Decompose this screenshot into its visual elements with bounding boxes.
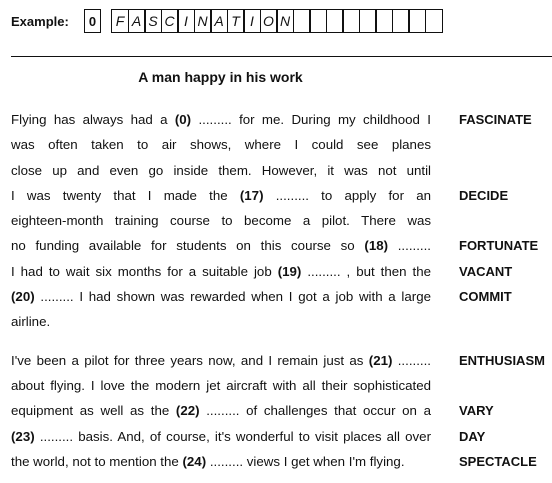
- gap-number: (20): [11, 289, 35, 305]
- passage-text-segment: close up and even go inside them. However, it was not until: [11, 162, 431, 178]
- passage-text-segment: I had to wait six months for a suitable job: [11, 263, 278, 279]
- example-letter-box: N: [194, 9, 212, 33]
- base-word: [459, 208, 552, 233]
- passage-text-segment: the world, not to mention the: [11, 453, 183, 469]
- gap-number: (24): [182, 453, 207, 469]
- passage-line: [11, 158, 431, 183]
- base-word: FASCINATE: [459, 112, 532, 127]
- passage-text-segment: about flying. I love the modern jet aircraft with all their sophisticated: [11, 377, 431, 393]
- passage-line: [11, 449, 431, 474]
- paragraph-gap: [459, 335, 552, 348]
- passage-text-segment: no funding available for students on this course so: [11, 238, 365, 254]
- passage-title: [0, 69, 552, 85]
- passage-line: [11, 208, 431, 233]
- passage-text-segment: was often taken to air shows, where I could see planes: [11, 137, 431, 153]
- gap-number: (17): [239, 187, 264, 203]
- example-letter-box: [375, 9, 393, 33]
- example-number-box: 0: [84, 9, 101, 33]
- example-label: Example:: [11, 13, 69, 29]
- example-letter-box: T: [227, 9, 245, 33]
- example-letter-box: C: [161, 9, 179, 33]
- base-word: [459, 158, 552, 183]
- example-letter-box: O: [260, 9, 278, 33]
- passage-text-segment: eighteen-month training course to become a pilot. There was: [11, 213, 431, 229]
- example-letter-box: I: [243, 9, 261, 33]
- example-letter-box: F: [111, 9, 129, 33]
- gap-number: (19): [277, 263, 302, 279]
- example-row: [11, 7, 443, 35]
- passage-line: [11, 424, 431, 449]
- passage-text-segment: .........: [388, 238, 431, 254]
- base-word: DAY: [459, 428, 486, 444]
- passage-line: [11, 284, 431, 309]
- example-letter-box: A: [210, 9, 228, 33]
- example-letter-boxes: [111, 9, 443, 33]
- passage-text-segment: Flying has always had a: [11, 112, 175, 127]
- passage-text-segment: ......... to apply for an: [263, 187, 431, 203]
- passage-line: [11, 183, 431, 208]
- passage-text-segment: I've been a pilot for three years now, and I remain just as: [11, 352, 369, 368]
- base-word: FORTUNATE: [459, 238, 539, 254]
- passage-text-segment: ......... basis. And, of course, it's wonderful to visit places all over: [34, 428, 431, 444]
- base-word: DECIDE: [459, 187, 509, 203]
- passage-line: [11, 373, 431, 398]
- example-letter-box: I: [177, 9, 195, 33]
- passage-text-segment: ......... of challenges that occur on a: [199, 403, 432, 419]
- gap-number: (23): [11, 428, 35, 444]
- passage-text-segment: .........: [392, 352, 431, 368]
- passage-line: [11, 107, 431, 132]
- base-word: ENTHUSIASM: [459, 352, 545, 368]
- example-letter-box: [359, 9, 377, 33]
- passage-text-segment: ......... , but then the: [301, 263, 431, 279]
- passage-line: [11, 348, 431, 373]
- base-word: VARY: [459, 403, 494, 419]
- passage-line: [11, 398, 431, 423]
- divider-rule: [11, 56, 552, 57]
- base-word: VACANT: [459, 263, 513, 279]
- example-letter-box: [425, 9, 443, 33]
- example-letter-box: N: [276, 9, 294, 33]
- passage-line: [11, 259, 431, 284]
- base-word: [459, 373, 552, 398]
- base-word: [459, 132, 552, 157]
- example-letter-box: [293, 9, 311, 33]
- example-letter-box: [392, 9, 410, 33]
- example-letter-box: [408, 9, 426, 33]
- example-letter-box: [309, 9, 327, 33]
- example-letter-box: S: [144, 9, 162, 33]
- base-word: [459, 309, 552, 334]
- passage-line: [11, 233, 431, 258]
- example-letter-box: [326, 9, 344, 33]
- gap-number: (22): [175, 403, 200, 419]
- passage-text-segment: ......... for me. During my childhood I: [191, 112, 431, 127]
- passage-text-segment: airline.: [11, 314, 51, 330]
- passage-text-segment: I was twenty that I made the: [11, 187, 240, 203]
- gap-number: (21): [368, 352, 393, 368]
- paragraph-gap: [11, 335, 431, 348]
- example-letter-box: A: [128, 9, 146, 33]
- base-word: COMMIT: [459, 289, 512, 305]
- example-letter-box: [342, 9, 360, 33]
- word-list: [459, 107, 552, 474]
- gap-number: (0): [174, 112, 192, 127]
- passage-line: [11, 132, 431, 157]
- passage-text-segment: ......... views I get when I'm flying.: [206, 453, 405, 469]
- passage-text-segment: equipment as well as the: [11, 403, 176, 419]
- passage-text: [11, 107, 431, 474]
- passage-title-text: A man happy in his work: [138, 69, 303, 85]
- base-word: SPECTACLE: [459, 453, 537, 469]
- passage-text-segment: ......... I had shown was rewarded when I got a job with a large: [34, 289, 431, 305]
- gap-number: (18): [364, 238, 389, 254]
- passage-line: [11, 309, 431, 334]
